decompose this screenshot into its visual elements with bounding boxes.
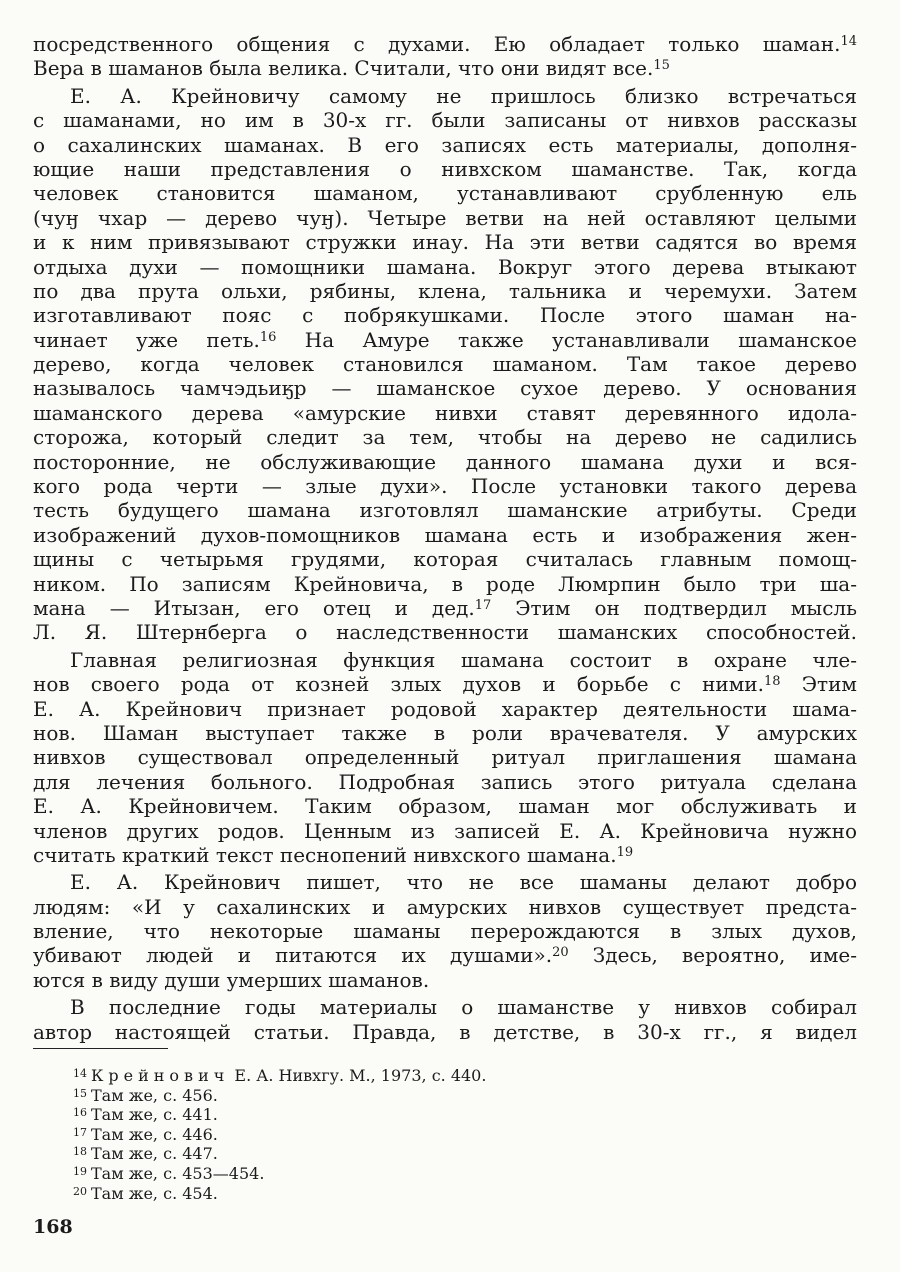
- footnote-number: 19: [73, 1164, 87, 1178]
- text-line: [33, 672, 857, 696]
- text-line-main: В последние годы материалы о шаманстве у нивхов собирал: [70, 995, 857, 1020]
- footnote-ref[interactable]: 17: [474, 597, 492, 613]
- text-line-main: нов. Шаман выступает также в роли врачевателя. У амурских: [33, 720, 857, 745]
- text-line: [33, 206, 857, 230]
- footnotes: [73, 1066, 486, 1203]
- text-line-main: для лечения больного. Подробная запись этого ритуала сделана: [33, 769, 857, 794]
- footnote-ref[interactable]: 16: [259, 329, 277, 345]
- text-line: [33, 425, 857, 449]
- text-line: [33, 108, 857, 132]
- footnote-text: Там же, с. 446.: [91, 1124, 218, 1144]
- page-number: 168: [33, 1216, 73, 1238]
- footnote-item: [73, 1125, 486, 1145]
- footnote-number: 15: [73, 1086, 87, 1100]
- text-line-main: нивхов существовал определенный ритуал приглашения шамана: [33, 745, 857, 770]
- text-line-main: изготавливают пояс с побрякушками. После этого шаман на-: [33, 303, 857, 328]
- text-line: [33, 328, 857, 352]
- footnote-author: Крейнович: [91, 1066, 230, 1085]
- footnote-text: Е. А. Нивхгу. М., 1973, с. 440.: [229, 1066, 487, 1085]
- text-line: [33, 648, 857, 672]
- text-line: [33, 474, 857, 498]
- text-line: [33, 401, 857, 425]
- text-line-main: Главная религиозная функция шамана состоит в охране чле-: [70, 647, 857, 672]
- text-line-main: по два прута ольхи, рябины, клена, тальника и черемухи. Затем: [33, 278, 857, 303]
- text-line-main: считать краткий текст песнопений нивхского шамана.: [33, 842, 617, 867]
- footnote-text: Там же, с. 441.: [91, 1105, 218, 1125]
- text-line-main: ются в виду души умерших шаманов.: [33, 967, 430, 992]
- text-line: [33, 819, 857, 843]
- text-line: [33, 303, 857, 327]
- text-line: [33, 84, 857, 108]
- text-line: [33, 498, 857, 522]
- footnote-item: [73, 1066, 486, 1086]
- text-line-main: посторонние, не обслуживающие данного шамана духи и вся-: [33, 449, 857, 474]
- text-line-tail: На Амуре также устанавливали шаманское: [276, 327, 857, 352]
- text-line-main: убивают людей и питаются их душами».: [33, 943, 553, 968]
- text-line: [33, 620, 857, 644]
- text-line-main: вление, что некоторые шаманы перерождаются в злых духов,: [33, 919, 857, 944]
- footnote-ref[interactable]: 15: [653, 58, 670, 74]
- text-line: [33, 919, 857, 943]
- text-line-tail: Этим он подтвердил мысль: [491, 595, 857, 620]
- text-line-main: ником. По записям Крейновича, в роде Люмрпин было три ша-: [33, 571, 857, 596]
- footnote-ref[interactable]: 20: [552, 945, 569, 961]
- text-line-tail: Этим: [780, 672, 857, 697]
- text-line: [33, 596, 857, 620]
- footnote-ref[interactable]: 14: [840, 34, 857, 49]
- text-line: [33, 450, 857, 474]
- text-line: [33, 523, 857, 547]
- text-line-main: ющие наши представления о нивхском шаманстве. Так, когда: [33, 156, 857, 181]
- text-line-main: человек становится шаманом, устанавливают срубленную ель: [33, 181, 857, 206]
- text-line-main: чинает уже петь.: [33, 327, 260, 352]
- text-line: [33, 721, 857, 745]
- text-line-main: членов других родов. Ценным из записей Е. А. Крейновича нужно: [33, 818, 857, 843]
- footnote-text: Там же, с. 453—454.: [91, 1163, 265, 1183]
- footnote-item: [73, 1184, 486, 1204]
- text-line-main: кого рода черти — злые духи». После установки такого дерева: [33, 474, 857, 499]
- footnote-item: [73, 1105, 486, 1125]
- text-line-main: и к ним привязывают стружки инау. На эти ветви садятся во время: [33, 230, 857, 255]
- text-line: [33, 870, 857, 894]
- text-line-main: щины с четырьмя грудями, которая считалась главным помощ-: [33, 547, 857, 572]
- text-line: [33, 745, 857, 769]
- text-line-main: посредственного общения с духами. Ею обладает только шаман.: [33, 32, 841, 56]
- text-line-main: Вера в шаманов была велика. Считали, что они видят все.: [33, 56, 654, 81]
- text-line-tail: Здесь, вероятно, име-: [568, 943, 857, 968]
- text-line: [33, 843, 857, 867]
- text-line-main: шаманского дерева «амурские нивхи ставят деревянного идола-: [33, 400, 857, 425]
- footnote-text: Там же, с. 456.: [91, 1085, 218, 1105]
- text-line: [33, 376, 857, 400]
- text-line-main: нов своего рода от козней злых духов и борьбе с ними.: [33, 672, 764, 697]
- text-line-main: мана — Итызан, его отец и дед.: [33, 595, 475, 620]
- text-line: [33, 770, 857, 794]
- text-line: [33, 255, 857, 279]
- text-line: [33, 995, 857, 1019]
- text-line-main: Е. А. Крейновичу самому не пришлось близко встречаться: [70, 83, 857, 108]
- footnote-item: [73, 1086, 486, 1106]
- text-line-main: сторожа, который следит за тем, чтобы на дерево не садились: [33, 425, 857, 450]
- body-text: [33, 32, 857, 1044]
- text-line-main: называлось чамчэдьиӄр — шаманское сухое дерево. У основания: [33, 376, 857, 401]
- text-line: [33, 230, 857, 254]
- text-line: [33, 279, 857, 303]
- text-line: [33, 697, 857, 721]
- text-line-main: Е. А. Крейновичем. Таким образом, шаман мог обслуживать и: [33, 794, 857, 819]
- text-line-main: людям: «И у сахалинских и амурских нивхов существует предста-: [33, 894, 857, 919]
- footnote-divider: [33, 1048, 168, 1049]
- text-line: [33, 1020, 857, 1044]
- footnote-item: [73, 1164, 486, 1184]
- text-line-main: Л. Я. Штернберга о наследственности шаманских способностей.: [33, 620, 857, 645]
- footnote-number: 14: [73, 1067, 87, 1080]
- footnote-number: 20: [73, 1184, 87, 1198]
- text-line: [33, 968, 857, 992]
- text-line-main: с шаманами, но им в 30-х гг. были записаны от нивхов рассказы: [33, 108, 857, 133]
- footnote-number: 17: [73, 1125, 87, 1139]
- text-line-main: Е. А. Крейнович пишет, что не все шаманы делают добро: [70, 870, 857, 895]
- text-line: [33, 895, 857, 919]
- text-line: [33, 181, 857, 205]
- text-line: [33, 794, 857, 818]
- text-line: [33, 547, 857, 571]
- text-line-main: (чуӈ чхар — дерево чуӈ). Четыре ветви на ней оставляют целыми: [33, 205, 857, 230]
- text-line: [33, 32, 857, 56]
- text-line-main: Е. А. Крейнович признает родовой характер деятельности шама-: [33, 696, 857, 721]
- text-line: [33, 56, 857, 80]
- text-line: [33, 133, 857, 157]
- footnote-number: 18: [73, 1145, 87, 1159]
- footnote-item: [73, 1144, 486, 1164]
- text-line-main: тесть будущего шамана изготовлял шаманские атрибуты. Среди: [33, 498, 857, 523]
- text-line-main: автор настоящей статьи. Правда, в детстве, в 30-х гг., я видел: [33, 1019, 857, 1044]
- footnote-number: 16: [73, 1106, 87, 1120]
- text-line: [33, 352, 857, 376]
- footnote-text: Там же, с. 447.: [91, 1144, 218, 1164]
- text-line-main: отдыха духи — помощники шамана. Вокруг этого дерева втыкают: [33, 254, 857, 279]
- text-line-main: дерево, когда человек становился шаманом. Там такое дерево: [33, 352, 857, 377]
- text-line: [33, 943, 857, 967]
- text-line-main: о сахалинских шаманах. В его записях есть материалы, дополня-: [33, 132, 857, 157]
- text-line: [33, 157, 857, 181]
- footnote-text: Там же, с. 454.: [91, 1183, 218, 1203]
- footnote-ref[interactable]: 19: [616, 844, 634, 860]
- footnote-ref[interactable]: 18: [764, 674, 781, 690]
- text-line-main: изображений духов-помощников шамана есть и изображения жен-: [33, 522, 857, 547]
- text-line: [33, 572, 857, 596]
